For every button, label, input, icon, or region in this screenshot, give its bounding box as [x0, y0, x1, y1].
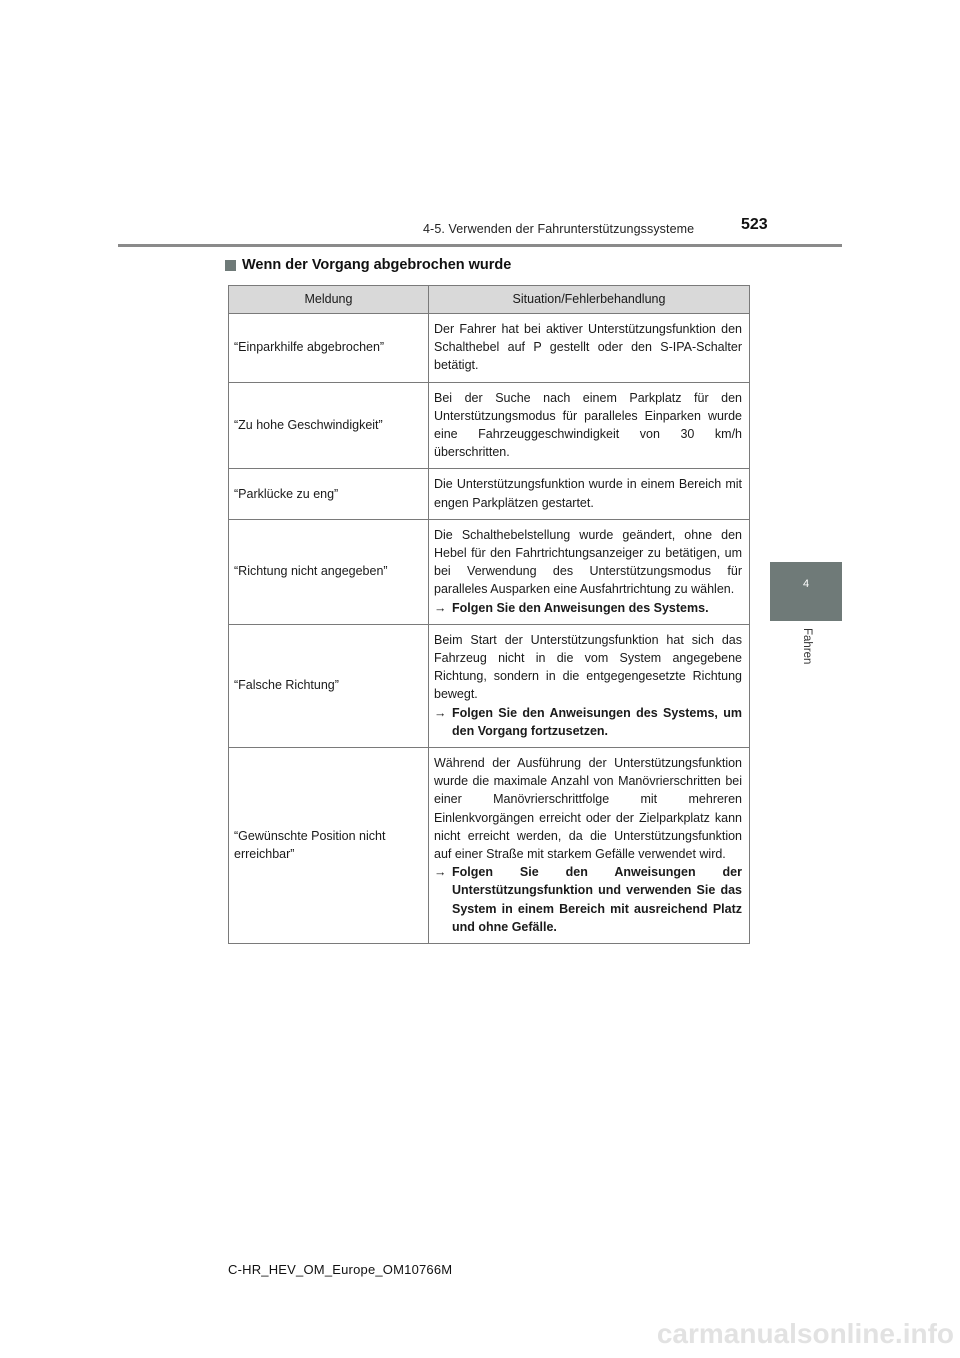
situation-cell — [429, 469, 750, 519]
table-header-row — [229, 286, 750, 314]
watermark: carmanualsonline.info — [656, 1318, 954, 1349]
header-divider — [118, 244, 842, 247]
message-cell: “Gewünschte Position nicht erreichbar” — [229, 748, 429, 944]
table-row — [229, 382, 750, 469]
manual-code: C-HR_HEV_OM_Europe_OM10766M — [228, 1262, 453, 1277]
chapter-name-label: Fahren — [801, 628, 813, 665]
action-text: Folgen Sie den Anweisungen der Unterstützungsfunktion und verwenden Sie das System in einem Bereich mit ausreichend Platz und ohne Gefälle. — [452, 865, 742, 934]
situation-cell — [429, 382, 750, 469]
column-header-message: Meldung — [229, 286, 429, 314]
chapter-number: 4 — [802, 578, 810, 590]
message-cell: “Zu hohe Geschwindigkeit” — [229, 382, 429, 469]
section-heading-text: Wenn der Vorgang abgebrochen wurde — [242, 257, 512, 273]
situation-text: Beim Start der Unterstützungsfunktion hat sich das Fahrzeug nicht in die vom System angegebene Richtung, sondern in die entgegengesetzte Richtung bewegt. — [434, 632, 742, 702]
table-row — [229, 314, 750, 383]
action-instruction — [434, 863, 742, 936]
square-bullet-icon — [225, 260, 236, 271]
table-row — [229, 519, 750, 624]
situation-cell — [429, 624, 750, 747]
arrow-right-icon: → — [434, 705, 447, 720]
section-heading — [225, 257, 511, 273]
chapter-tab — [770, 562, 842, 621]
chapter-name-vertical — [800, 628, 814, 678]
table-row — [229, 469, 750, 519]
arrow-right-icon: → — [434, 600, 447, 615]
situation-text: Bei der Suche nach einem Parkplatz für den Unterstützungsmodus für paralleles Einparken wurde eine Fahrzeuggeschwindigkeit von 30 km/h überschritten. — [434, 390, 742, 460]
situation-text: Der Fahrer hat bei aktiver Unterstützungsfunktion den Schalthebel auf P gestellt oder den S-IPA-Schalter betätigt. — [434, 322, 742, 373]
situation-text: Während der Ausführung der Unterstützungsfunktion wurde die maximale Anzahl von Manövrierschritten bei einer Manövrierschrittfolge mit mehreren Einlenkvorgängen erreicht oder der Zielparkplatz kann nicht erreicht werden, da die Unterstützungsfunktion auf einer Straße mit starkem Gefälle verwendet wird. — [434, 756, 742, 862]
header-section-title: 4-5. Verwenden der Fahrunterstützungssysteme — [423, 222, 695, 236]
message-table — [228, 285, 750, 944]
message-cell: “Einparkhilfe abgebrochen” — [229, 314, 429, 383]
action-instruction — [434, 599, 742, 617]
situation-text: Die Schalthebelstellung wurde geändert, ohne den Hebel für den Fahrtrichtungsanzeiger zu betätigen, um bei Verwendung des Unterstützungsmodus für paralleles Ausparken eine Ausfahrtrichtung zu wählen. — [434, 527, 742, 597]
situation-cell — [429, 519, 750, 624]
situation-cell — [429, 314, 750, 383]
message-cell: “Richtung nicht angegeben” — [229, 519, 429, 624]
column-header-situation: Situation/Fehlerbehandlung — [429, 286, 750, 314]
action-instruction — [434, 704, 742, 740]
table-row — [229, 624, 750, 747]
situation-cell — [429, 748, 750, 944]
message-cell: “Parklücke zu eng” — [229, 469, 429, 519]
action-text: Folgen Sie den Anweisungen des Systems. — [452, 600, 709, 615]
page-number: 523 — [741, 216, 768, 233]
arrow-right-icon: → — [434, 865, 447, 880]
message-cell: “Falsche Richtung” — [229, 624, 429, 747]
table-row — [229, 748, 750, 944]
situation-text: Die Unterstützungsfunktion wurde in einem Bereich mit engen Parkplätzen gestartet. — [434, 477, 742, 510]
action-text: Folgen Sie den Anweisungen des Systems, um den Vorgang fortzusetzen. — [452, 705, 742, 738]
